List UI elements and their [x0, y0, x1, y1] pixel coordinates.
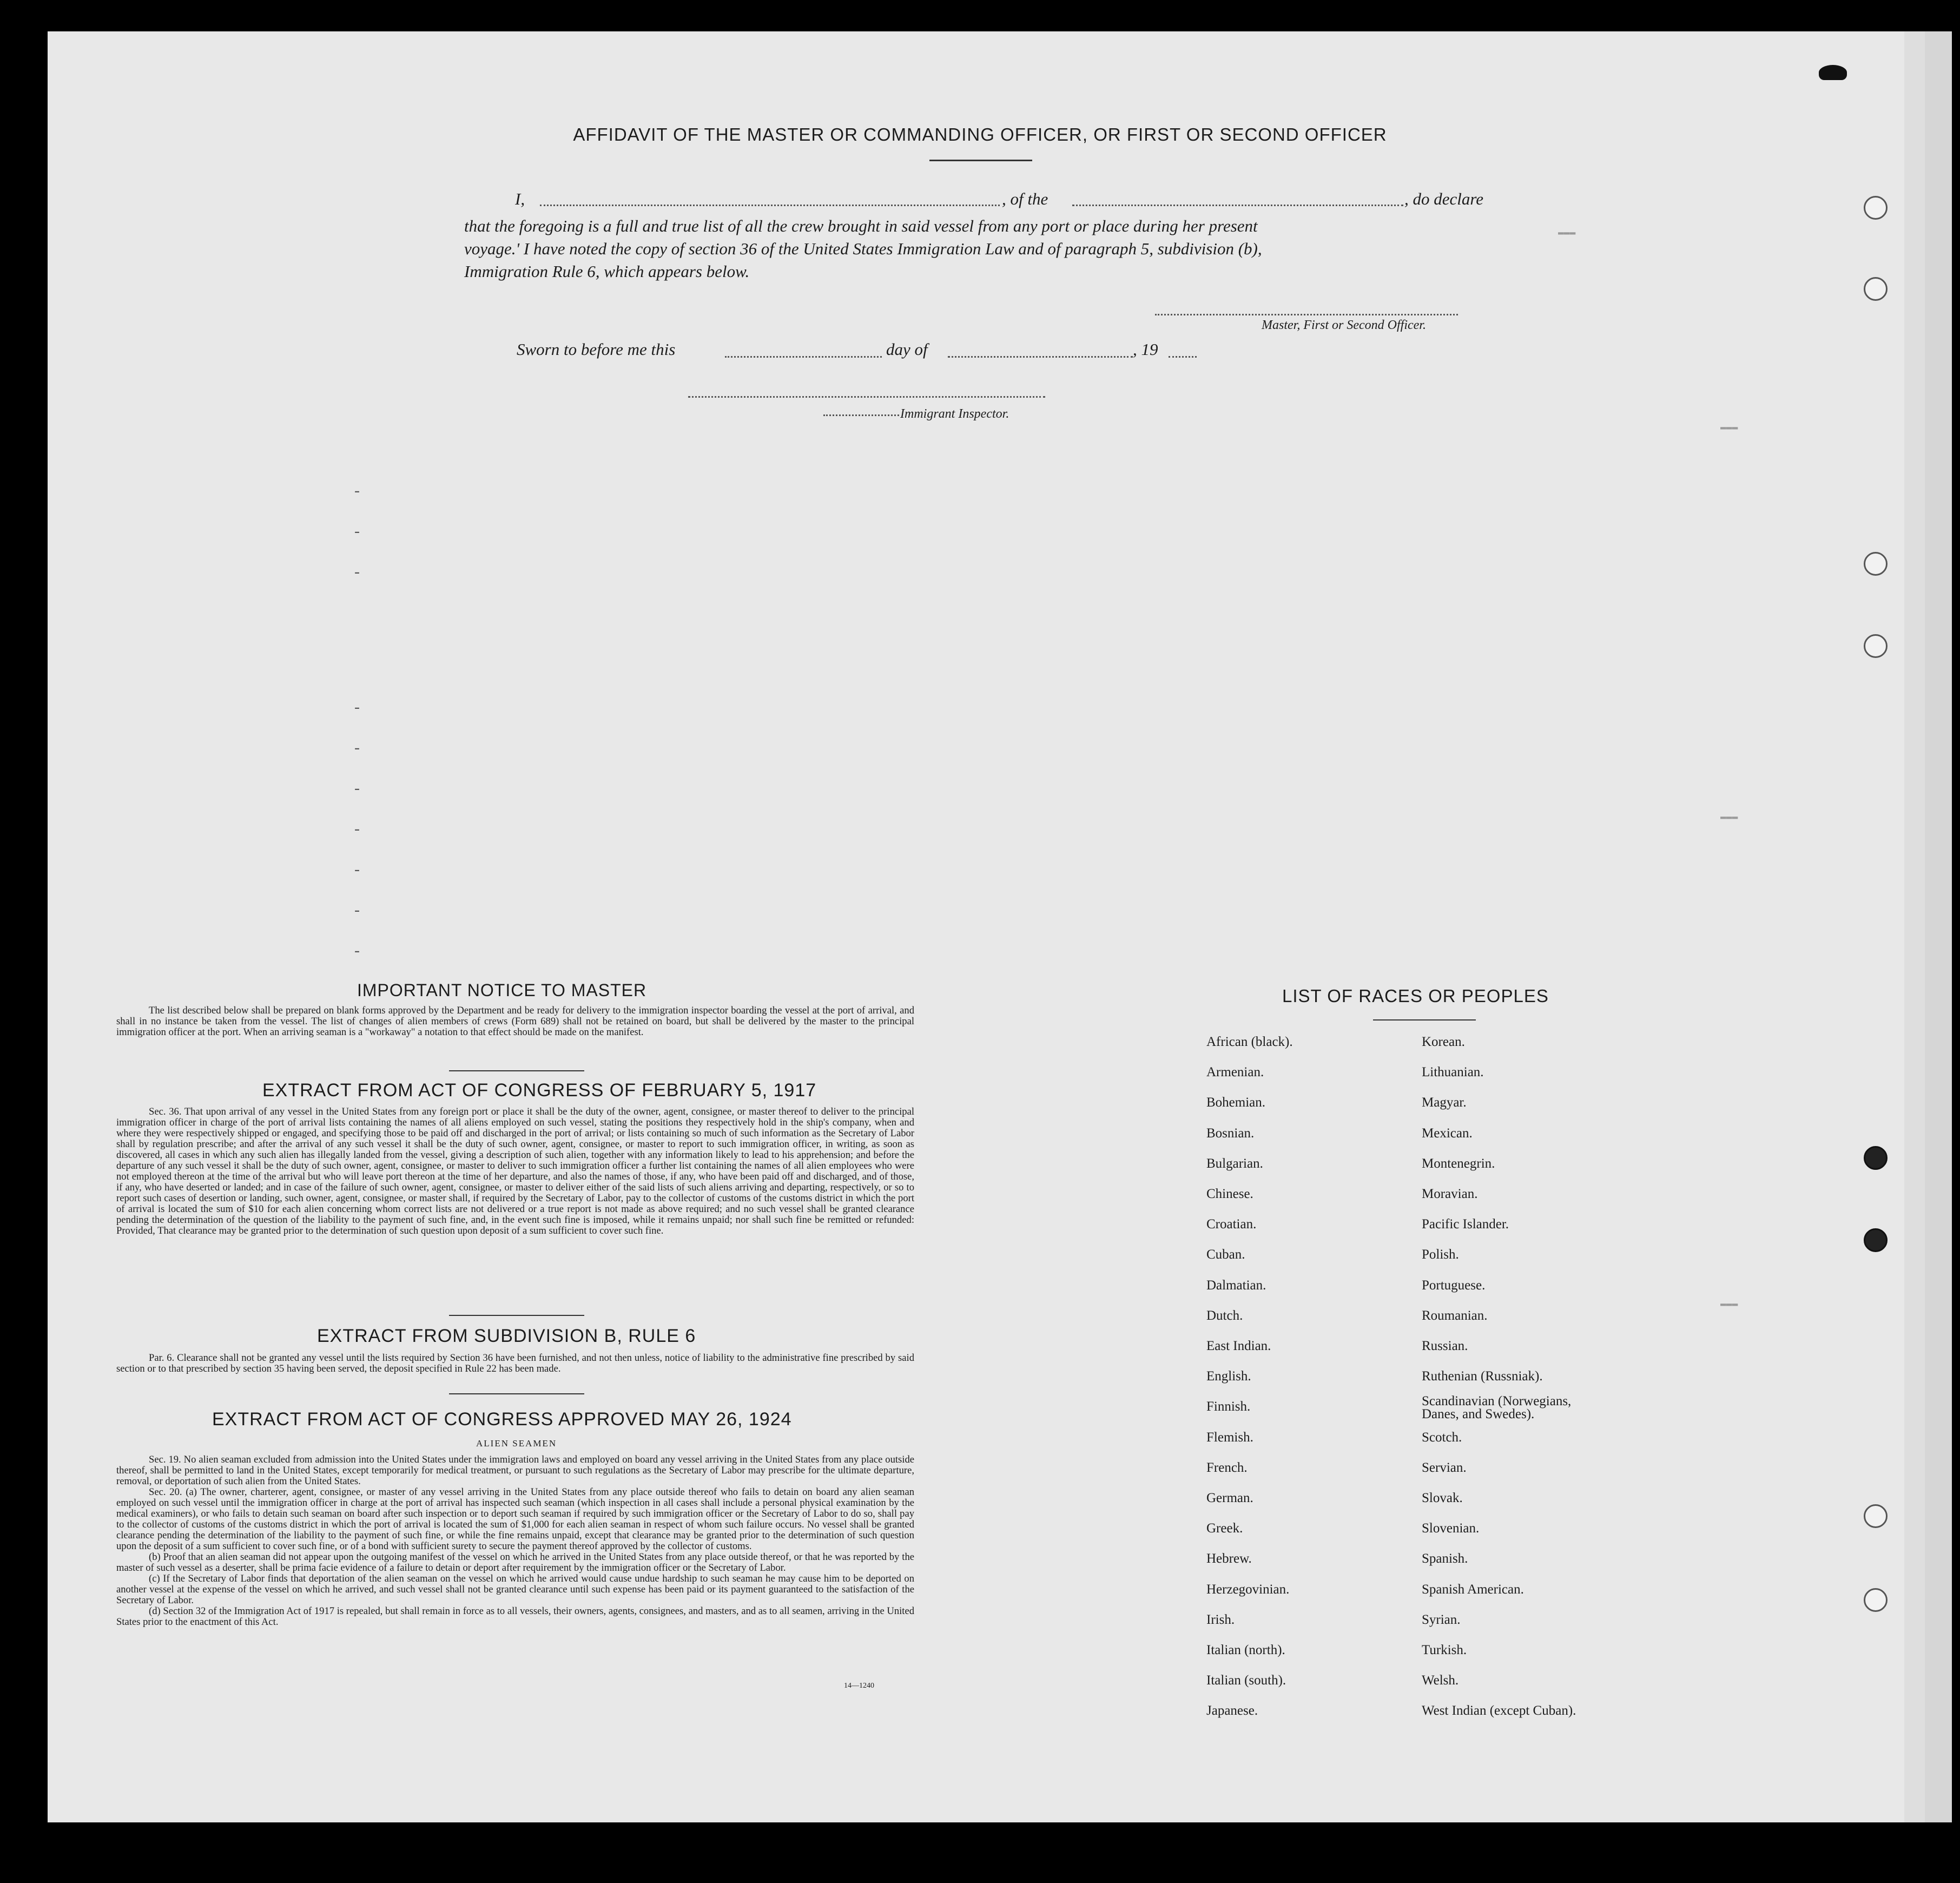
extract-1917-text: [116, 1107, 914, 1236]
notice-text: [116, 1005, 914, 1038]
punch-hole-icon: [1864, 552, 1888, 576]
extract-1924-title: EXTRACT FROM ACT OF CONGRESS APPROVED MAY 26, 1924: [212, 1409, 792, 1430]
race-item: Servian.: [1422, 1460, 1467, 1475]
dash-mark: -: [354, 779, 360, 797]
race-item: Finnish.: [1206, 1399, 1251, 1414]
dash-mark: -: [354, 522, 360, 540]
affidavit-declare-label: , do declare: [1404, 189, 1484, 208]
race-item: Polish.: [1422, 1247, 1459, 1262]
punch-hole-icon: [1864, 1228, 1888, 1252]
punch-hole-icon: [1864, 1146, 1888, 1170]
sworn-year-line[interactable]: [1169, 356, 1197, 358]
declarant-name-line[interactable]: [540, 205, 1000, 206]
race-item: Bosnian.: [1206, 1125, 1255, 1141]
dash-mark: -: [354, 482, 360, 499]
race-item: Montenegrin.: [1422, 1156, 1495, 1171]
punch-hole-icon: [1864, 196, 1888, 220]
dash-mark: -: [354, 739, 360, 756]
race-item: Roumanian.: [1422, 1308, 1488, 1323]
race-item: Russian.: [1422, 1339, 1468, 1353]
affidavit-line-2: that the foregoing is a full and true list of all the crew brought in said vessel from any port or place during her present: [464, 216, 1258, 235]
bleed-through-mark: ▬▬▬: [1720, 422, 1738, 433]
dash-mark: -: [354, 698, 360, 716]
race-item: Portuguese.: [1422, 1278, 1486, 1293]
sworn-date-line[interactable]: [725, 356, 882, 358]
sworn-prefix: Sworn to before me this: [517, 340, 676, 359]
race-item: Scandinavian (Norwegians, Danes, and Swedes).: [1422, 1394, 1572, 1422]
race-item: West Indian (except Cuban).: [1422, 1703, 1576, 1719]
race-item: Hebrew.: [1206, 1551, 1252, 1566]
extract-1924-paragraph: (d) Section 32 of the Immigration Act of 1917 is repealed, but shall remain in force as to all vessels, their owners, agents, consignees, and masters, and as to all seamen, arriving in the United States prior to the enactment of this Act.: [116, 1605, 914, 1628]
extract-1917-paragraph: Sec. 36. That upon arrival of any vessel in the United States from any foreign port or place it shall be the duty of the owner, agent, consignee, or master thereof to deliver to the principal immigration officer in charge of the port of arrival lists containing the names of all aliens employed on such vessel, stating the positions they respectively hold in the ship's company, when and where they were respectively shipped or engaged, and specifying those to be paid off and discharged in the port of arrival; or lists containing so much of such information as the Secretary of Labor shall by regulation prescribe; and after the arrival of any such vessel it shall be the duty of such owner, agent, consignee, or master to report to such immigration officer, in writing, as soon as discovered, all cases in which any such alien has illegally landed from the vessel, giving a description of such alien, together with any information likely to lead to his apprehension; and before the departure of any such vessel it shall be the duty of such owner, agent, consignee, or master to deliver to such immigration officer a further list containing the names of all alien employees who were not employed thereon at the time of the arrival but who will leave port thereon at the time of her departure, and also the names of those, if any, who have been paid off and discharged, and of those, if any, who have deserted or landed; and in case of the failure of such owner, agent, consignee, or master to deliver either of the said lists of such aliens arriving and departing, respectively, or so to report such cases of desertion or landing, such owner, agent, consignee, or master shall, if required by the Secretary of Labor, pay to the collector of customs of the customs district in which the port of arrival is located the sum of $10 for each alien concerning whom correct lists are not delivered or a true report is not made as above required; and no such vessel shall be granted clearance pending the determination of the question of the liability to the payment of such fine, and, in the event such fine is imposed, while it remains unpaid; nor shall such fine be remitted or refunded: Provided, That clearance may be granted prior to the determination of such question upon deposit of a sum sufficient to cover such fine.: [116, 1106, 914, 1236]
race-item: English.: [1206, 1369, 1251, 1384]
race-item: Bohemian.: [1206, 1095, 1266, 1110]
extract-1924-subtitle: ALIEN SEAMEN: [476, 1438, 557, 1449]
punch-hole-icon: [1864, 1588, 1888, 1612]
notice-paragraph: The list described below shall be prepared on blank forms approved by the Department and be ready for delivery to the immigration inspector boarding the vessel at the port of arrival, and shall in no instance be taken from the vessel. The list of changes of alien members of crews (Form 689) shall not be retained on board, but shall be delivered by the master to the principal immigration officer at the port. When an arriving seaman is a "workaway" a notation to that effect should be made on the manifest.: [116, 1005, 914, 1038]
race-item: Spanish.: [1422, 1551, 1468, 1566]
race-item: Chinese.: [1206, 1187, 1253, 1201]
race-item: German.: [1206, 1491, 1253, 1505]
inspector-signature-line[interactable]: [688, 396, 1045, 398]
page-edge-strip: [1925, 31, 1952, 1822]
extract-1924-paragraph: Sec. 19. No alien seaman excluded from admission into the United States under the immigration laws and employed on board any vessel arriving in the United States from any place outside thereof, shall be permitted to land in the United States, except temporarily for medical treatment, or pursuant to such regulations as the Secretary of Labor may prescribe for the ultimate departure, removal, or deportation of such alien from the United States.: [116, 1454, 914, 1487]
punch-hole-icon: [1864, 634, 1888, 658]
race-item: Ruthenian (Russniak).: [1422, 1369, 1543, 1384]
section-divider: [449, 1070, 584, 1071]
extract-1917-title: EXTRACT FROM ACT OF CONGRESS OF FEBRUARY 5, 1917: [262, 1080, 817, 1101]
section-divider: [449, 1393, 584, 1394]
inspector-label: Immigrant Inspector.: [900, 407, 1009, 421]
officer-signature-line[interactable]: [1155, 314, 1458, 315]
extract-rule6-paragraph: Par. 6. Clearance shall not be granted any vessel until the lists required by Section 36 have been furnished, and not then unless, notice of liability to the administrative fine prescribed by said section or to that prescribed by section 35 having been served, the deposit specified in Rule 22 has been made.: [116, 1352, 914, 1374]
race-item: Slovak.: [1422, 1491, 1463, 1505]
punch-hole-icon: [1864, 277, 1888, 301]
race-item: Spanish American.: [1422, 1582, 1524, 1597]
dash-mark: -: [354, 563, 360, 581]
race-item: Slovenian.: [1422, 1521, 1480, 1536]
sworn-month-line[interactable]: [948, 356, 1133, 358]
inspector-signature-line-short: [823, 414, 899, 416]
races-title: LIST OF RACES OR PEOPLES: [1282, 986, 1549, 1006]
extract-rule6-title: EXTRACT FROM SUBDIVISION B, RULE 6: [317, 1326, 696, 1346]
race-item: Flemish.: [1206, 1430, 1253, 1445]
affidavit-line-3: voyage.' I have noted the copy of section 36 of the United States Immigration Law and of paragraph 5, subdivision (b),: [464, 239, 1262, 258]
race-item: Syrian.: [1422, 1612, 1461, 1627]
race-item: Turkish.: [1422, 1643, 1467, 1657]
race-item: Pacific Islander.: [1422, 1217, 1509, 1232]
race-item: Irish.: [1206, 1612, 1235, 1627]
extract-1924-paragraph: Sec. 20. (a) The owner, charterer, agent, consignee, or master of any vessel arriving in the United States from any place outside thereof who fails to detain on board any alien seaman employed on such vessel until the immigration officer in charge at the port of arrival has inspected such seaman (which inspection in all cases shall include a personal physical examination by the medical examiners), or who fails to detain such seaman on board after such inspection or to deport such seaman if required by such immigration officer or the Secretary of Labor to do so, shall pay to the collector of customs of the customs district in which the port of arrival is located the sum of $1,000 for each alien seaman in respect of whom such failure occurs. No vessel shall be granted clearance pending the determination of the liability to the payment of such fine, or while the fine remains unpaid, except that clearance may be granted prior to the determination of such question upon the deposit of a sum sufficient to cover such fine, or of a bond with sufficient surety to secure the payment thereof approved by the collector of customs.: [116, 1486, 914, 1552]
bleed-through-mark: ▬▬▬: [1720, 1299, 1738, 1309]
affidavit-line-4: Immigration Rule 6, which appears below.: [464, 262, 750, 281]
notice-title: IMPORTANT NOTICE TO MASTER: [357, 980, 647, 1000]
race-item: East Indian.: [1206, 1339, 1271, 1353]
dash-mark: -: [354, 860, 360, 878]
race-item: Bulgarian.: [1206, 1156, 1263, 1171]
race-item: Croatian.: [1206, 1217, 1257, 1232]
sworn-year: , 19: [1133, 340, 1158, 359]
affidavit-i-label: I,: [515, 189, 525, 208]
race-item: Mexican.: [1422, 1125, 1473, 1141]
race-item: Welsh.: [1422, 1673, 1459, 1688]
page-edge-shadow: [1904, 31, 1925, 1822]
race-item: Japanese.: [1206, 1703, 1258, 1719]
extract-1924-paragraph: (c) If the Secretary of Labor finds that deportation of the alien seaman on the vessel on which he arrived would cause undue hardship to such seaman he may cause him to be deported on another vessel at the expense of the vessel on which he arrived, and such vessel shall not be granted clearance until such expense has been paid or its payment guaranteed to the satisfaction of the Secretary of Labor.: [116, 1573, 914, 1606]
dash-mark: -: [354, 942, 360, 959]
extract-1924-text: [116, 1454, 914, 1628]
affidavit-of-the-label: , of the: [1002, 189, 1048, 208]
punch-hole-icon: [1864, 1504, 1888, 1528]
race-item: Scotch.: [1422, 1430, 1462, 1445]
race-item: Korean.: [1422, 1035, 1465, 1049]
race-item: Cuban.: [1206, 1247, 1245, 1262]
bleed-through-mark: ▬▬▬: [1720, 812, 1738, 822]
race-item: French.: [1206, 1460, 1248, 1475]
extract-1924-paragraph: (b) Proof that an alien seaman did not appear upon the outgoing manifest of the vessel on which he arrived in the United States from any place outside thereof, or that he was reported by the master of such vessel as a deserter, shall be prima facie evidence of a failure to detain or deport after requirement by the immigration officer or the Secretary of Labor.: [116, 1551, 914, 1573]
race-item: Dalmatian.: [1206, 1278, 1266, 1293]
binder-clip-icon: [1819, 65, 1847, 80]
dash-mark: -: [354, 901, 360, 919]
affidavit-title: AFFIDAVIT OF THE MASTER OR COMMANDING OFFICER, OR FIRST OR SECOND OFFICER: [573, 124, 1387, 144]
race-item: Lithuanian.: [1422, 1065, 1484, 1080]
extract-rule6-text: [116, 1353, 914, 1374]
form-number: 14—1240: [844, 1682, 874, 1690]
race-item: Italian (north).: [1206, 1643, 1285, 1657]
race-item: African (black).: [1206, 1035, 1293, 1049]
race-item: Herzegovinian.: [1206, 1582, 1290, 1597]
race-item: Armenian.: [1206, 1065, 1264, 1080]
sworn-day-of: day of: [886, 340, 928, 359]
section-divider: [449, 1315, 584, 1316]
signature-label: Master, First or Second Officer.: [1262, 318, 1426, 332]
race-item: Moravian.: [1422, 1187, 1478, 1201]
dash-mark: -: [354, 820, 360, 838]
race-item: Magyar.: [1422, 1095, 1467, 1110]
vessel-name-line[interactable]: [1072, 205, 1403, 206]
race-item: Italian (south).: [1206, 1673, 1286, 1688]
bleed-through-mark: ▬▬▬: [1558, 227, 1576, 238]
race-item: Dutch.: [1206, 1308, 1243, 1323]
title-underline: [929, 160, 1032, 161]
race-item: Greek.: [1206, 1521, 1243, 1536]
races-underline: [1373, 1019, 1476, 1020]
